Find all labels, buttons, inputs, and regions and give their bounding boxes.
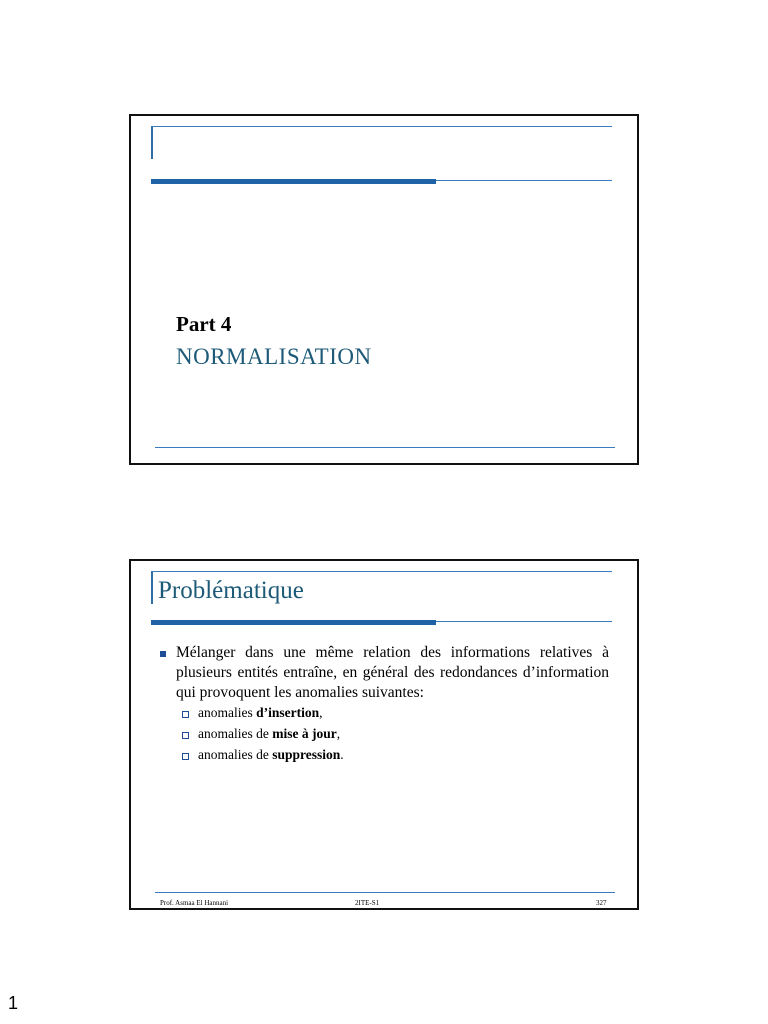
sub-bullet-box-icon — [182, 711, 189, 718]
slide-top-rule — [151, 571, 612, 572]
page-number: 1 — [8, 993, 19, 1013]
footer-slide-number: 327 — [596, 899, 607, 907]
slide-problematique — [129, 559, 639, 910]
bullet-square-icon — [160, 651, 166, 657]
slide-title-underline — [151, 620, 436, 625]
slide-top-rule — [151, 126, 612, 127]
sub-bullet-box-icon — [182, 732, 189, 739]
sub-item-insertion: anomalies d’insertion, — [198, 705, 323, 720]
slide-bottom-rule — [155, 892, 615, 893]
slide-accent-bar — [151, 571, 153, 604]
slide-accent-bar — [151, 126, 153, 159]
part-title: NORMALISATION — [176, 344, 372, 369]
sub-bullet-box-icon — [182, 753, 189, 760]
footer-course: 2ITE-S1 — [355, 899, 380, 907]
footer-author: Prof. Asmaa El Hannani — [160, 899, 229, 907]
bullet-text: Mélanger dans une même relation des informations relatives à plusieurs entités entraîne, en général des redondances d’information qui provoquent les anomalies suivantes: — [176, 644, 609, 701]
part-label: Part 4 — [176, 312, 232, 336]
sub-item-suppression: anomalies de suppression. — [198, 747, 344, 762]
slide-part-4 — [129, 114, 639, 465]
slide-title-underline — [151, 179, 436, 184]
slide-title-rule — [436, 180, 612, 181]
slide-title-rule — [436, 621, 612, 622]
sub-item-mise-a-jour: anomalies de mise à jour, — [198, 726, 341, 741]
slide-title: Problématique — [158, 577, 304, 604]
slide-bottom-rule — [155, 447, 615, 448]
